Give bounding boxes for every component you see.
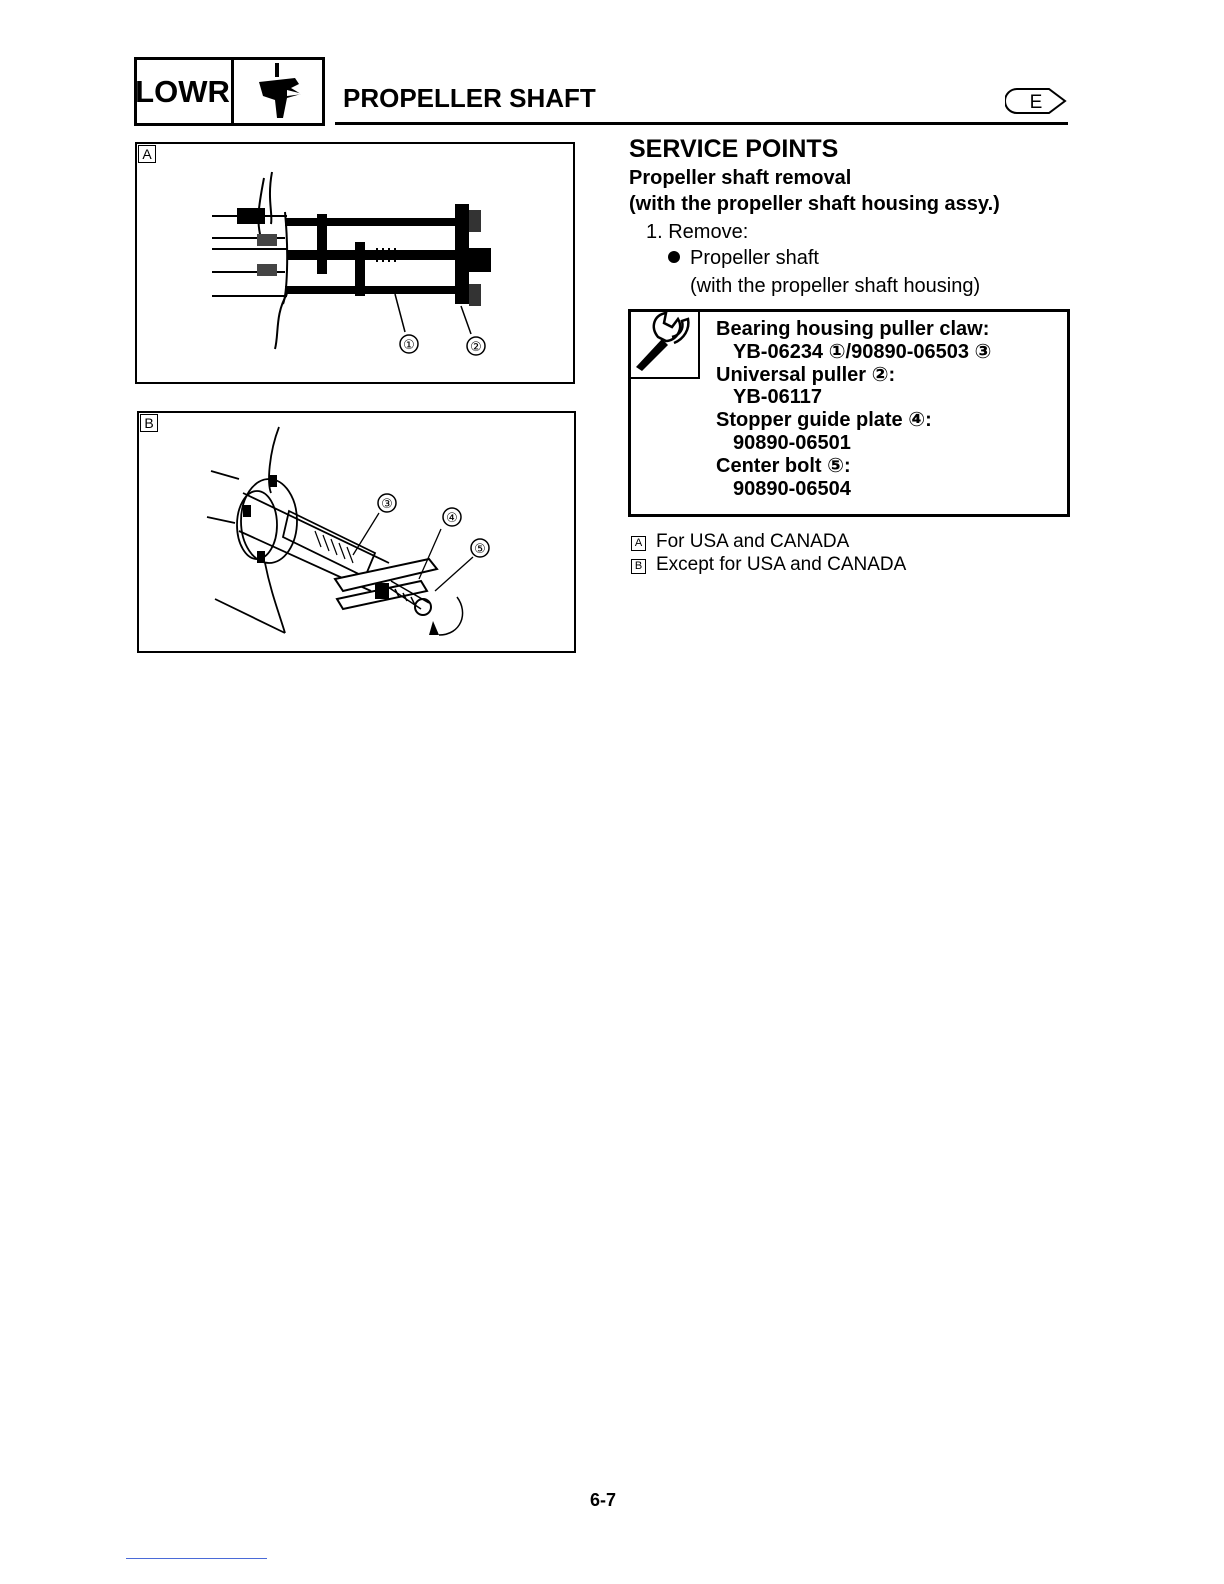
- figure-b-tag: B: [140, 414, 158, 432]
- tool-number: YB-06117: [733, 386, 822, 409]
- footer-line: [126, 1558, 267, 1559]
- page-number: 6-7: [590, 1490, 617, 1510]
- tool-name: Center bolt ⑤:: [716, 454, 851, 477]
- legend-tag-a: A: [631, 536, 646, 551]
- callout-3: ③: [381, 497, 393, 512]
- figure-a-tag: A: [138, 145, 156, 163]
- callout-1: ①: [403, 338, 415, 353]
- figure-legend: [631, 530, 906, 576]
- bullet-text: Propeller shaft: [690, 247, 819, 269]
- legend-row-b: [631, 553, 906, 576]
- legend-tag-b: B: [631, 559, 646, 574]
- callout-5: ⑤: [474, 542, 486, 557]
- header-rule: [335, 122, 1068, 125]
- page-title: PROPELLER SHAFT: [343, 83, 596, 113]
- lower-unit-icon: [235, 60, 323, 123]
- legend-text-b: Except for USA and CANADA: [656, 554, 907, 575]
- service-points-title: SERVICE POINTS: [629, 135, 839, 163]
- tool-number: 90890-06501: [733, 431, 851, 454]
- figure-b: [137, 411, 576, 653]
- language-badge: [1005, 87, 1067, 115]
- bullet-note: (with the propeller shaft housing): [690, 275, 981, 297]
- tool-number: 90890-06504: [733, 477, 851, 500]
- removal-condition: (with the propeller shaft housing assy.): [629, 193, 1000, 215]
- figure-a-illustration: [137, 144, 573, 382]
- figure-a: [135, 142, 575, 384]
- special-tool-list: [716, 318, 992, 500]
- removal-subtitle: Propeller shaft removal: [629, 167, 852, 189]
- legend-text-a: For USA and CANADA: [656, 531, 850, 552]
- callout-4: ④: [446, 511, 458, 526]
- section-code: LOWR: [134, 57, 234, 126]
- bullet-dot-icon: [668, 251, 680, 263]
- step-remove: 1. Remove:: [646, 221, 749, 243]
- bullet-item: [668, 246, 819, 270]
- figure-b-illustration: [139, 413, 574, 651]
- tool-name: Universal puller ②:: [716, 363, 896, 386]
- tool-name: Stopper guide plate ④:: [716, 409, 932, 432]
- tool-number: YB-06234 ①/90890-06503 ③: [733, 340, 992, 363]
- legend-row-a: [631, 530, 906, 553]
- callout-2: ②: [470, 340, 482, 355]
- wrench-tool-icon: [628, 309, 700, 379]
- language-mark: E: [1029, 92, 1043, 113]
- tool-name: Bearing housing puller claw:: [716, 318, 990, 340]
